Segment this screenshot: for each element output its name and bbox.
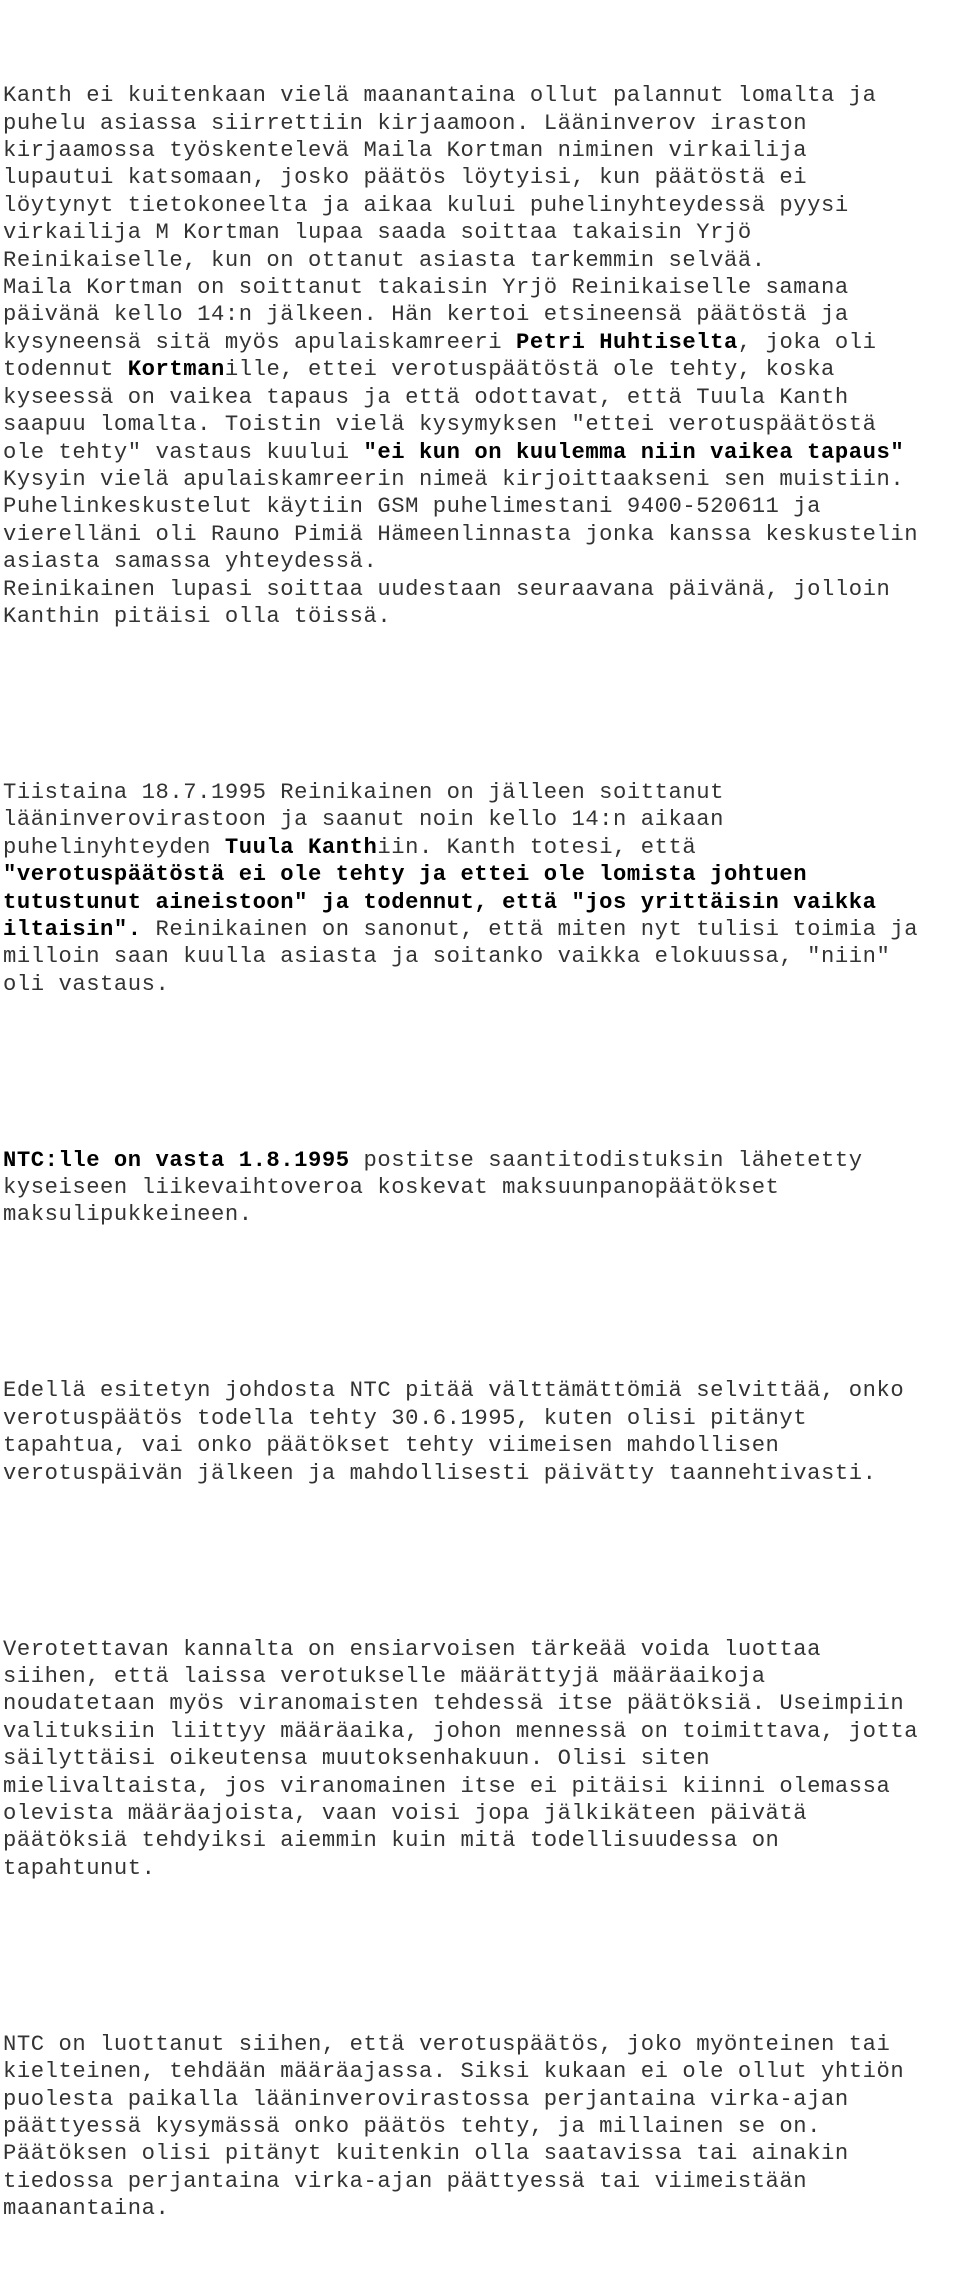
text-line: Verotettavan kannalta on ensiarvoisen tärkeää voida luottaa [3,1636,822,1662]
text-line: Kanthin pitäisi olla töissä. [3,603,392,629]
text-line: päivänä kello 14:n jälkeen. Hän kertoi etsineensä päätöstä ja [3,302,849,328]
text-line: Puhelinkeskustelut käytiin GSM puhelimestani 9400-520611 ja [3,494,822,520]
text-line: kirjaamossa työskentelevä Maila Kortman niminen virkailija [3,138,808,164]
text-line: verotuspäätös todella tehty 30.6.1995, kuten olisi pitänyt [3,1405,808,1431]
text-line: , joka oli [737,329,877,355]
text-line: päättyessä kysymässä onko päätös tehty, ja millainen se on. [3,2113,822,2139]
text-line: verotuspäivän jälkeen ja mahdollisesti päivätty taannehtivasti. [3,1460,877,1486]
text-line: lääninverovirastoon ja saanut noin kello 14:n aikaan [3,807,724,833]
text-line: Tiistaina 18.7.1995 Reinikainen on jälleen soittanut [3,779,724,805]
text-line: Reinikainen on sanonut, että miten nyt tulisi toimia ja [141,916,919,942]
document-page [3,0,958,2277]
text-line: Reinikainen lupasi soittaa uudestaan seuraavana päivänä, jolloin [3,576,891,602]
text-line: kyseiseen liikevaihtoveroa koskevat maksuunpanopäätökset [3,1175,780,1201]
text-line: Reinikaiselle, kun on ottanut asiasta tarkemmin selvää. [3,247,766,273]
text-line: tapahtunut. [3,1855,156,1881]
text-line: säilyttäisi oikeutensa muutoksenhakuun. Olisi siten [3,1746,711,1772]
text-line: löytynyt tietokoneelta ja aikaa kului puhelinyhteydessä pyysi [3,192,849,218]
text-line: maksulipukkeineen. [3,1202,253,1228]
text-line: siihen, että laissa verotukselle määrättyjä määräaikoja [3,1663,766,1689]
bold-quote: "verotuspäätöstä ei ole tehty ja ettei ole lomista johtuen [3,862,808,888]
bold-name: Kortman [127,357,225,383]
text-line: asiasta samassa yhteydessä. [3,549,378,575]
text-line: ille, ettei verotuspäätöstä ole tehty, koska [224,357,835,383]
text-line: kielteinen, tehdään määräajassa. Siksi kukaan ei ole ollut yhtiön [3,2059,905,2085]
text-line: Kysyin vielä apulaiskamreerin nimeä kirjoittaakseni sen muistiin. [3,466,905,492]
paragraph-ntc-received [3,1147,958,1229]
text-line: saapuu lomalta. Toistin vielä kysymyksen "ettei verotuspäätöstä [3,412,877,438]
text-line: kysyneensä sitä myös apulaiskamreeri [3,329,516,355]
text-line: Kanth ei kuitenkaan vielä maanantaina ollut palannut lomalta ja [3,83,877,109]
text-line: Päätöksen olisi pitänyt kuitenkin olla saatavissa tai ainakin [3,2141,849,2167]
text-line: tiedossa perjantaina virka-ajan päättyessä tai viimeistään [3,2168,808,2194]
paragraph-ntc-trust [3,2031,958,2223]
text-line: todennut [3,357,128,383]
paragraph-deadlines [3,1636,958,1883]
text-line: noudatetaan myös viranomaisten tehdessä itse päätöksiä. Useimpiin [3,1691,905,1717]
text-line: NTC on luottanut siihen, että verotuspäätös, joko myönteinen tai [3,2031,891,2057]
paragraph-clarification [3,1377,958,1487]
text-line: maanantaina. [3,2196,170,2222]
text-line: vierelläni oli Rauno Pimiä Hämeenlinnasta jonka kanssa keskustelin [3,521,919,547]
paragraph-tuesday-call [3,779,958,998]
bold-quote: iltaisin". [3,916,142,942]
text-line: virkailija M Kortman lupaa saada soittaa takaisin Yrjö [3,220,752,246]
bold-date: NTC:lle on vasta 1.8.1995 [3,1147,350,1173]
text-line: iin. Kanth totesi, että [377,834,697,860]
text-line: Edellä esitetyn johdosta NTC pitää välttämättömiä selvittää, onko [3,1378,905,1404]
bold-name: Tuula Kanth [224,834,378,860]
bold-name: Petri Huhtiselta [516,329,738,355]
text-line: ole tehty" vastaus kuului [3,439,364,465]
text-line: tapahtua, vai onko päätökset tehty viimeisen mahdollisen [3,1433,780,1459]
paragraph-phone-call [3,82,958,630]
text-line: mielivaltaista, jos viranomainen itse ei pitäisi kiinni olemassa [3,1773,891,1799]
bold-quote: "ei kun on kuulemma niin vaikea tapaus" [363,439,905,465]
text-line: oli vastaus. [3,971,170,997]
text-line: lupautui katsomaan, josko päätös löytyisi, kun päätöstä ei [3,165,808,191]
text-line: puhelinyhteyden [3,834,225,860]
text-line: puolesta paikalla lääninverovirastossa perjantaina virka-ajan [3,2086,849,2112]
text-line: valituksiin liittyy määräaika, johon mennessä on toimittava, jotta [3,1718,919,1744]
text-line: päätöksiä tehdyiksi aiemmin kuin mitä todellisuudessa on [3,1828,780,1854]
text-line: Maila Kortman on soittanut takaisin Yrjö Reinikaiselle samana [3,275,849,301]
text-line: puhelu asiassa siirrettiin kirjaamoon. Lääninverov iraston [3,110,808,136]
text-line: postitse saantitodistuksin lähetetty [349,1147,863,1173]
text-line: olevista määräajoista, vaan voisi jopa jälkikäteen päivätä [3,1801,808,1826]
text-line: milloin saan kuulla asiasta ja soitanko vaikka elokuussa, "niin" [3,944,891,970]
text-line: kyseessä on vaikea tapaus ja että odottavat, että Tuula Kanth [3,384,849,410]
bold-quote: tutustunut aineistoon" ja todennut, että "jos yrittäisin vaikka [3,889,877,915]
